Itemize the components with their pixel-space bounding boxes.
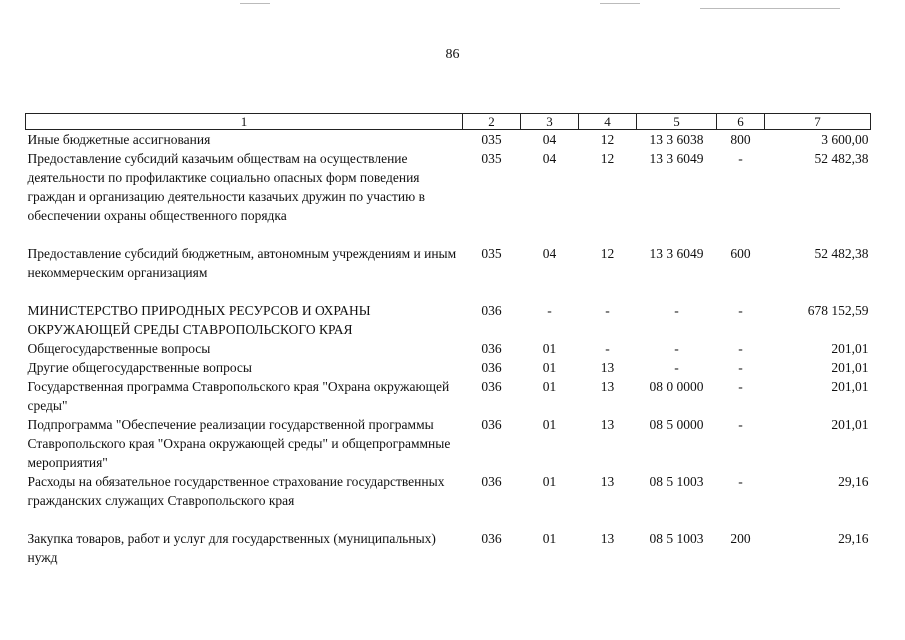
- row-target-code: 08 0 0000: [649, 379, 704, 394]
- row-name: Государственная программа Ставропольского края "Охрана окружающей среды": [27, 379, 450, 413]
- table-row: [26, 130, 871, 150]
- row-amount: 201,01: [831, 379, 869, 394]
- row-expense-type: -: [738, 341, 743, 356]
- row-section-code: 04: [542, 132, 557, 147]
- row-expense-type: 200: [730, 531, 751, 546]
- row-admin-code: 035: [481, 246, 502, 261]
- row-target-code: -: [674, 303, 679, 318]
- row-subsection-code: 12: [600, 246, 615, 261]
- row-section-code: 01: [542, 360, 557, 375]
- row-section-code: 04: [542, 246, 557, 261]
- row-expense-type: -: [738, 151, 743, 166]
- row-section-code: 01: [542, 341, 557, 356]
- row-amount: 678 152,59: [807, 303, 869, 318]
- row-expense-type: -: [738, 303, 743, 318]
- row-section-code: 01: [542, 474, 557, 489]
- row-admin-code: 036: [481, 341, 502, 356]
- row-expense-type: -: [738, 360, 743, 375]
- table-row: [26, 415, 871, 472]
- table-row: [26, 472, 871, 510]
- row-amount: 52 482,38: [814, 151, 869, 166]
- row-target-code: 08 5 1003: [649, 531, 704, 546]
- row-subsection-code: 13: [600, 417, 615, 432]
- table-row: [26, 377, 871, 415]
- table-header-row: [26, 114, 871, 130]
- scan-artifact-line: [600, 3, 640, 4]
- table-row: [26, 358, 871, 377]
- row-name: Другие общегосударственные вопросы: [27, 360, 252, 375]
- row-subsection-code: 13: [600, 360, 615, 375]
- column-header-4: 4: [579, 114, 637, 130]
- table-row: [26, 510, 871, 567]
- row-name: Расходы на обязательное государственное страхование государственных гражданских служащих Ставропольского края: [27, 474, 445, 508]
- row-target-code: 13 3 6038: [649, 132, 704, 147]
- budget-table: [25, 113, 871, 567]
- row-amount: 201,01: [831, 360, 869, 375]
- table-row: [26, 225, 871, 282]
- row-target-code: -: [674, 341, 679, 356]
- row-amount: 201,01: [831, 341, 869, 356]
- row-name: Иные бюджетные ассигнования: [27, 132, 211, 147]
- row-target-code: 13 3 6049: [649, 151, 704, 166]
- row-name: Предоставление субсидий бюджетным, автономным учреждениям и иным некоммерческим организациям: [27, 246, 457, 280]
- row-admin-code: 036: [481, 474, 502, 489]
- table-row: [26, 339, 871, 358]
- row-section-code: 01: [542, 379, 557, 394]
- row-expense-type: -: [738, 379, 743, 394]
- scan-artifact-line: [240, 3, 270, 4]
- row-amount: 29,16: [838, 474, 869, 489]
- row-target-code: 13 3 6049: [649, 246, 704, 261]
- row-name: Подпрограмма "Обеспечение реализации государственной программы Ставропольского края "Охрана окружающей среды" и общепрограммные мероприятия": [27, 417, 451, 470]
- row-name: Предоставление субсидий казачьим обществам на осуществление деятельности по профилактике социально опасных форм поведения граждан и организацию деятельности казачьих дружин по участию в обеспечении охраны общественного порядка: [27, 151, 425, 223]
- row-subsection-code: 13: [600, 474, 615, 489]
- row-amount: 3 600,00: [821, 132, 869, 147]
- row-admin-code: 036: [481, 417, 502, 432]
- row-subsection-code: -: [605, 341, 610, 356]
- row-name: Общегосударственные вопросы: [27, 341, 211, 356]
- column-header-1: 1: [26, 114, 463, 130]
- row-expense-type: 600: [730, 246, 751, 261]
- row-target-code: -: [674, 360, 679, 375]
- column-header-6: 6: [717, 114, 765, 130]
- row-admin-code: 035: [481, 151, 502, 166]
- table-row: [26, 149, 871, 225]
- row-section-code: 01: [542, 531, 557, 546]
- row-target-code: 08 5 0000: [649, 417, 704, 432]
- table-row: [26, 282, 871, 339]
- row-name: Закупка товаров, работ и услуг для государственных (муниципальных) нужд: [27, 531, 436, 565]
- row-admin-code: 036: [481, 303, 502, 318]
- row-section-code: -: [547, 303, 552, 318]
- column-header-5: 5: [637, 114, 717, 130]
- column-header-2: 2: [463, 114, 521, 130]
- row-subsection-code: -: [605, 303, 610, 318]
- row-admin-code: 036: [481, 360, 502, 375]
- row-amount: 29,16: [838, 531, 869, 546]
- row-amount: 201,01: [831, 417, 869, 432]
- row-subsection-code: 13: [600, 531, 615, 546]
- row-subsection-code: 12: [600, 132, 615, 147]
- row-subsection-code: 12: [600, 151, 615, 166]
- row-admin-code: 036: [481, 531, 502, 546]
- row-subsection-code: 13: [600, 379, 615, 394]
- column-header-7: 7: [765, 114, 871, 130]
- row-expense-type: -: [738, 474, 743, 489]
- column-header-3: 3: [521, 114, 579, 130]
- row-admin-code: 035: [481, 132, 502, 147]
- scan-artifact-line: [700, 8, 840, 9]
- row-admin-code: 036: [481, 379, 502, 394]
- row-section-code: 01: [542, 417, 557, 432]
- page-number: 86: [445, 47, 460, 62]
- row-expense-type: -: [738, 417, 743, 432]
- row-amount: 52 482,38: [814, 246, 869, 261]
- row-target-code: 08 5 1003: [649, 474, 704, 489]
- row-section-code: 04: [542, 151, 557, 166]
- ministry-name: МИНИСТЕРСТВО ПРИРОДНЫХ РЕСУРСОВ И ОХРАНЫ ОКРУЖАЮЩЕЙ СРЕДЫ СТАВРОПОЛЬСКОГО КРАЯ: [27, 303, 371, 337]
- row-expense-type: 800: [730, 132, 751, 147]
